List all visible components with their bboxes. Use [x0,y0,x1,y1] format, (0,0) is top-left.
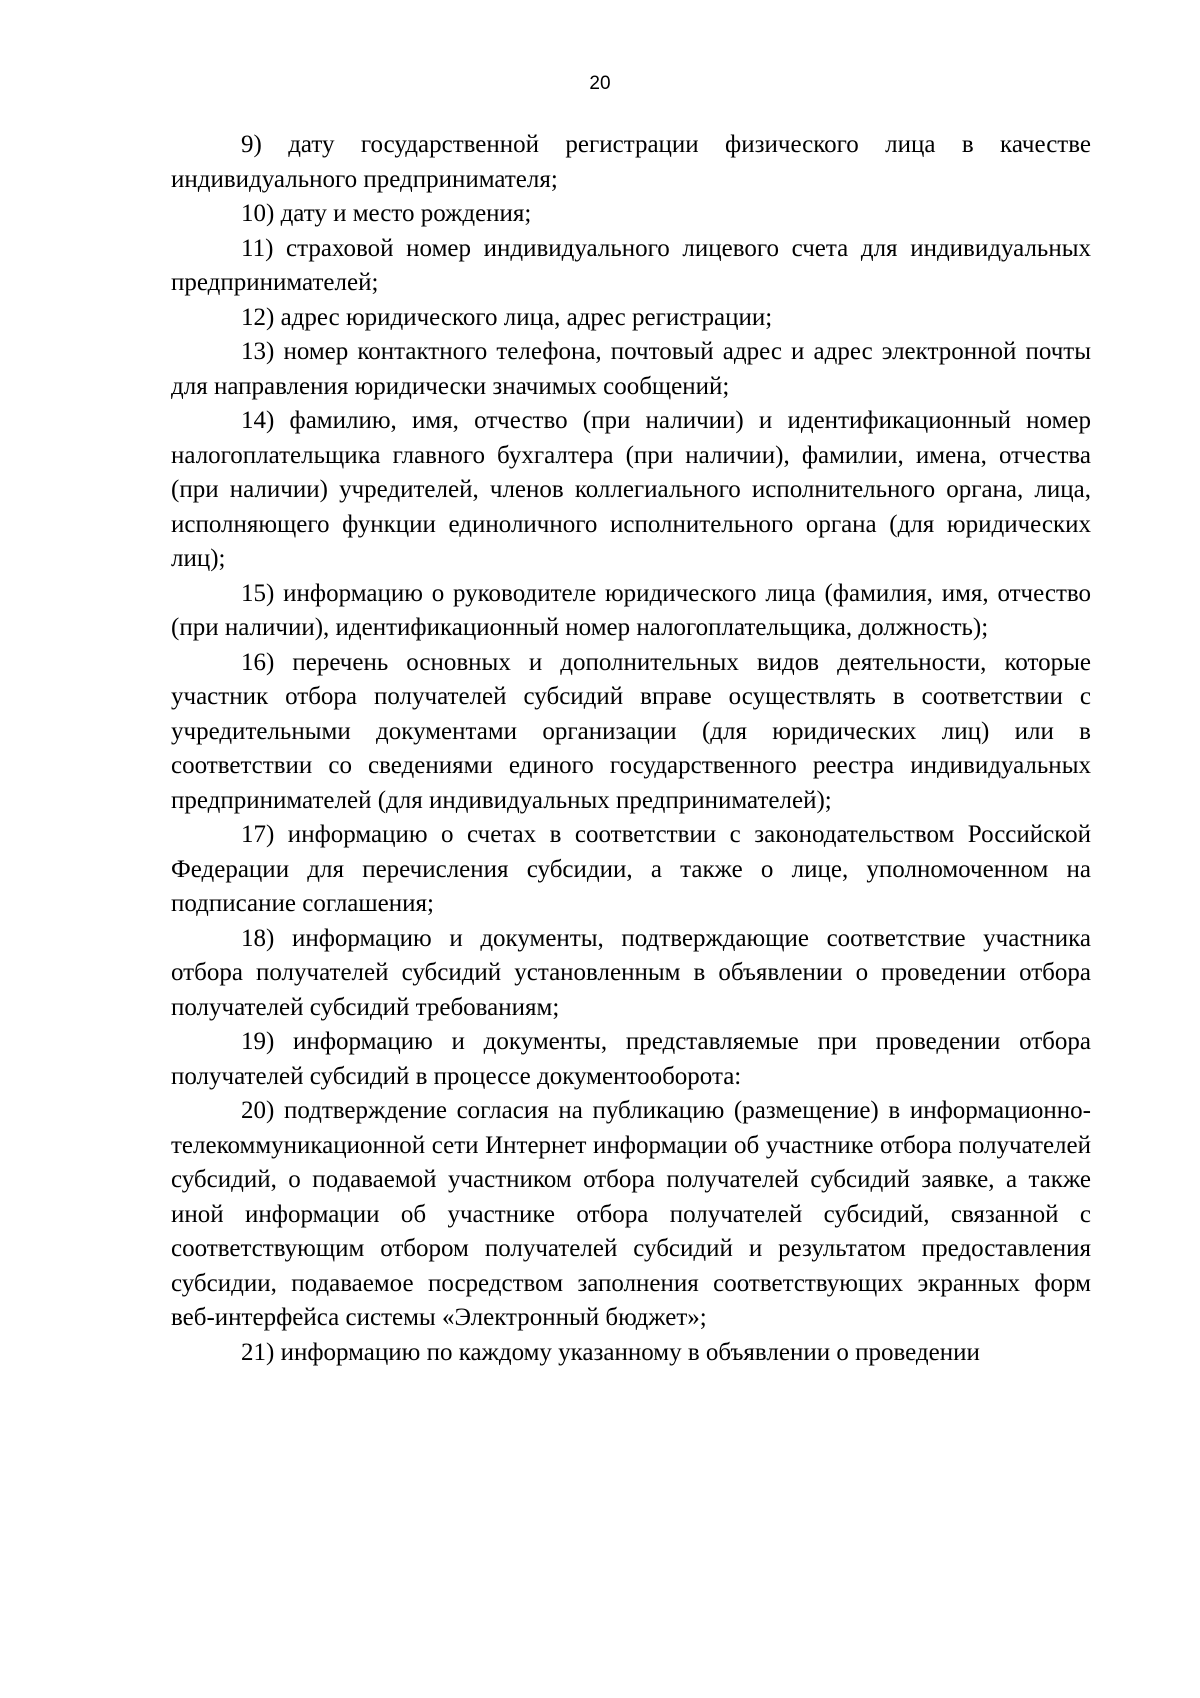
list-item-21: 21) информацию по каждому указанному в объявлении о проведении [241,1338,980,1366]
list-item-12: 12) адрес юридического лица, адрес регистрации; [241,303,773,331]
list-item-9: 9) дату государственной регистрации физического лица в качестве индивидуального предпринимателя; [171,131,1091,193]
document-body [171,128,1091,1370]
list-item-19: 19) информацию и документы, представляемые при проведении отбора получателей субсидий в процессе документооборота: [171,1028,1091,1090]
list-item-16: 16) перечень основных и дополнительных видов деятельности, которые участник отбора получателей субсидий вправе осуществлять в соответствии с учредительными документами организации (для юридических лиц) или в соответствии со сведениями единого государственного реестра индивидуальных предпринимателей (для индивидуальных предпринимателей); [171,648,1091,814]
list-item-11: 11) страховой номер индивидуального лицевого счета для индивидуальных предпринимателей; [171,234,1091,296]
list-item-18: 18) информацию и документы, подтверждающие соответствие участника отбора получателей субсидий установленным в объявлении о проведении отбора получателей субсидий требованиям; [171,924,1091,1021]
list-item-14: 14) фамилию, имя, отчество (при наличии) и идентификационный номер налогоплательщика главного бухгалтера (при наличии), фамилии, имена, отчества (при наличии) учредителей, членов коллегиального исполнительного органа, лица, исполняющего функции единоличного исполнительного органа (для юридических лиц); [171,407,1091,572]
list-item-20: 20) подтверждение согласия на публикацию (размещение) в информационно-телекоммуникационной сети Интернет информации об участнике отбора получателей субсидий, о подаваемой участником отбора получателей субсидий заявке, а также иной информации об участнике отбора получателей субсидий, связанной с соответствующим отбором получателей субсидий и результатом предоставления субсидии, подаваемое посредством заполнения соответствующих экранных форм веб-интерфейса системы «Электронный бюджет»; [171,1097,1091,1331]
list-item-10: 10) дату и место рождения; [241,200,532,227]
list-item-13: 13) номер контактного телефона, почтовый адрес и адрес электронной почты для направления юридически значимых сообщений; [171,338,1091,400]
list-item-17: 17) информацию о счетах в соответствии с законодательством Российской Федерации для перечисления субсидии, а также о лице, уполномоченном на подписание соглашения; [171,821,1091,917]
list-item-15: 15) информацию о руководителе юридического лица (фамилия, имя, отчество (при наличии), идентификационный номер налогоплательщика, должность); [171,579,1091,641]
page-number: 20 [589,73,611,94]
